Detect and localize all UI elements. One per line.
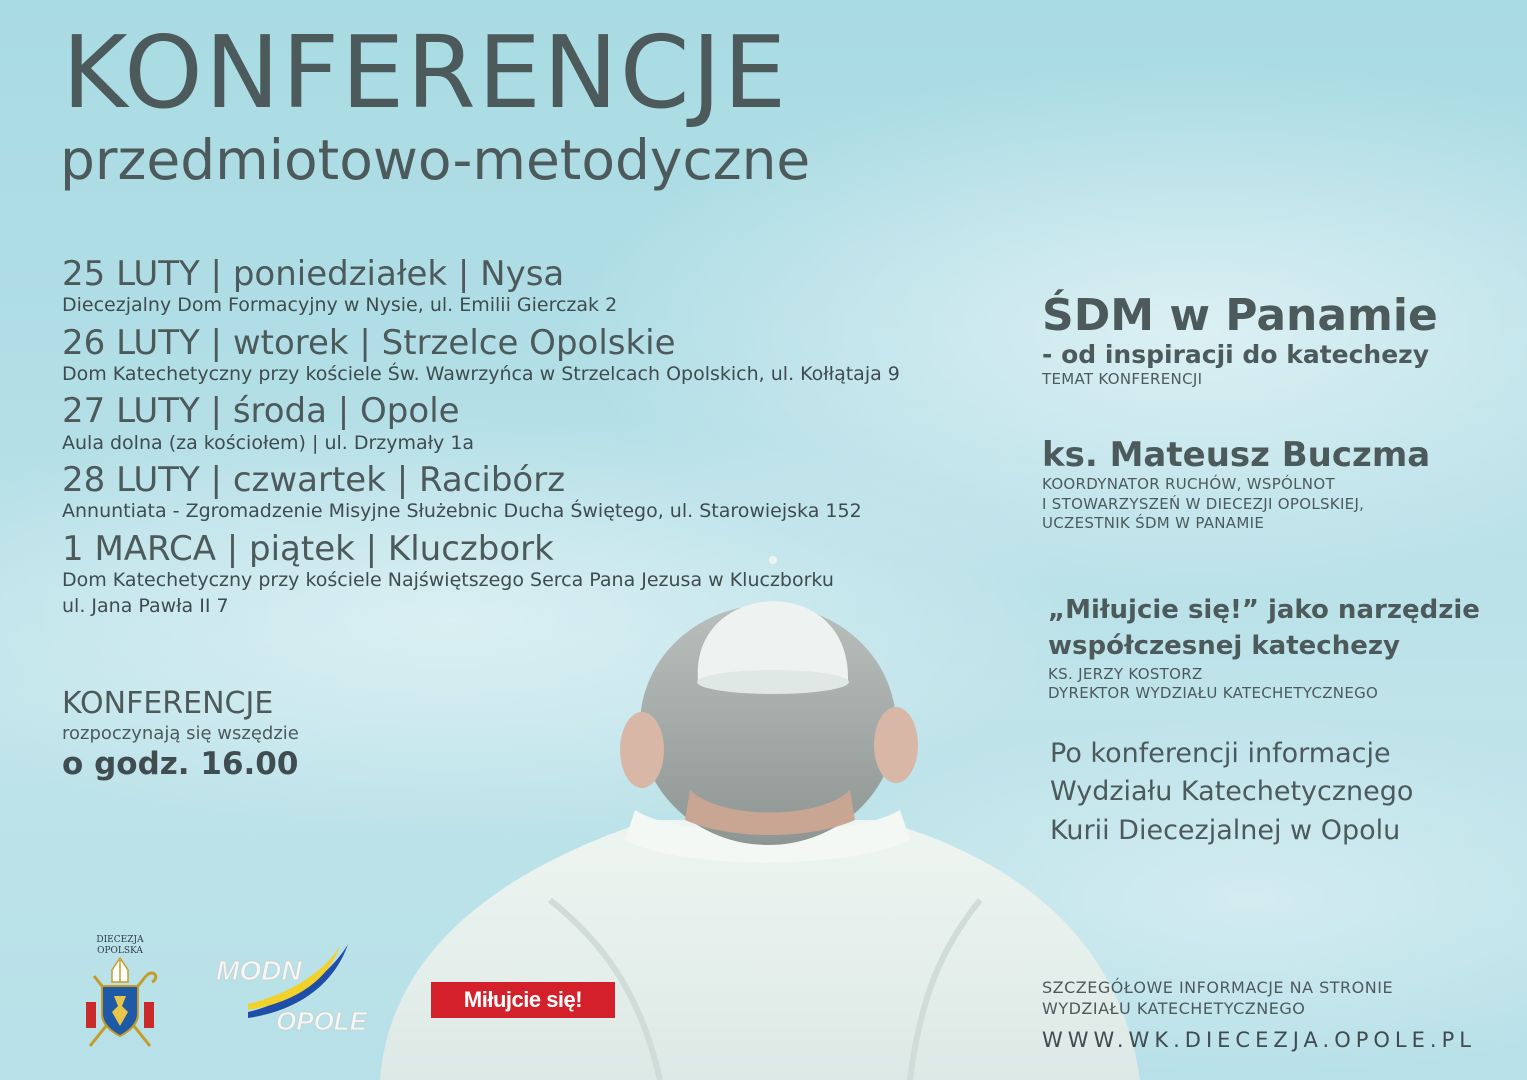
event-address: Annuntiata - Zgromadzenie Misyjne Służebnic Ducha Świętego, ul. Starowiejska 152 bbox=[62, 500, 862, 523]
event-item bbox=[62, 255, 1042, 319]
topic-subtitle: - od inspiracji do katechezy bbox=[1042, 340, 1430, 370]
footer-info-line: SZCZEGÓŁOWE INFORMACJE NA STRONIE bbox=[1042, 978, 1394, 997]
page-title: KONFERENCJE bbox=[62, 14, 789, 131]
modn-logo-bottom: OPOLE bbox=[276, 1006, 368, 1036]
event-address: Dom Katechetyczny przy kościele Najświętszego Serca Pana Jezusa w Kluczborku bbox=[62, 568, 834, 591]
speaker-2-role: DYREKTOR WYDZIAŁU KATECHETYCZNEGO bbox=[1048, 684, 1379, 703]
event-heading: 26 LUTY | wtorek | Strzelce Opolskie bbox=[62, 322, 676, 363]
post-info-line: Kurii Diecezjalnej w Opolu bbox=[1050, 814, 1401, 846]
event-heading: 28 LUTY | czwartek | Racibórz bbox=[62, 460, 566, 501]
website-link[interactable]: WWW.WK.DIECEZJA.OPOLE.PL bbox=[1042, 1027, 1476, 1052]
milujcie-sie-logo bbox=[431, 982, 615, 1018]
topic-title: ŚDM w Panamie bbox=[1042, 290, 1438, 341]
diocese-logo-line1: DIECEZJA bbox=[96, 935, 144, 945]
speaker-1-block bbox=[1042, 436, 1430, 534]
event-address-line2: ul. Jana Pawła II 7 bbox=[62, 594, 229, 617]
event-heading: 27 LUTY | środa | Opole bbox=[62, 391, 460, 432]
event-heading: 1 MARCA | piątek | Kluczbork bbox=[62, 528, 554, 569]
event-item bbox=[62, 324, 1042, 388]
start-time: o godz. 16.00 bbox=[62, 746, 299, 782]
speaker-1-role: KOORDYNATOR RUCHÓW, WSPÓLNOT bbox=[1042, 475, 1335, 494]
start-time-block bbox=[62, 686, 299, 782]
event-address: Dom Katechetyczny przy kościele Św. Wawrzyńca w Strzelcach Opolskich, ul. Kołłątaja 9 bbox=[62, 362, 900, 385]
footer-info-line: WYDZIAŁU KATECHETYCZNEGO bbox=[1042, 998, 1306, 1018]
page-subtitle: przedmiotowo-metodyczne bbox=[60, 128, 811, 192]
event-item bbox=[62, 530, 1042, 619]
speaker-2-talk-title: współczesnej katechezy bbox=[1048, 631, 1400, 662]
footer-info bbox=[1042, 978, 1476, 1052]
speaker-1-role: I STOWARZYSZEŃ W DIECEZJI OPOLSKIEJ, bbox=[1042, 494, 1365, 513]
speaker-2-block bbox=[1048, 592, 1480, 704]
event-item bbox=[62, 392, 1042, 456]
start-heading: KONFERENCJE bbox=[62, 686, 274, 721]
diocese-logo bbox=[72, 932, 168, 1054]
start-note: rozpoczynają się wszędzie bbox=[62, 723, 299, 744]
topic-caption: TEMAT KONFERENCJI bbox=[1042, 370, 1203, 389]
milujcie-sie-logo-text: Miłujcie się! bbox=[463, 987, 583, 1012]
event-address: Aula dolna (za kościołem) | ul. Drzymały 1a bbox=[62, 431, 475, 454]
speaker-1-name: ks. Mateusz Buczma bbox=[1042, 435, 1431, 475]
event-address: Diecezjalny Dom Formacyjny w Nysie, ul. Emilii Gierczak 2 bbox=[62, 294, 618, 317]
post-conference-info bbox=[1050, 735, 1413, 850]
topic-block bbox=[1042, 292, 1438, 390]
speaker-1-role: UCZESTNIK ŚDM W PANAMIE bbox=[1042, 514, 1265, 533]
modn-logo-top: MODN bbox=[216, 955, 302, 986]
post-info-line: Po konferencji informacje bbox=[1050, 738, 1391, 769]
event-item bbox=[62, 461, 1042, 525]
diocese-logo-line2: OPOLSKA bbox=[97, 946, 143, 956]
post-info-line: Wydziału Katechetycznego bbox=[1050, 776, 1414, 808]
speaker-2-name: KS. JERZY KOSTORZ bbox=[1048, 664, 1203, 683]
modn-opole-logo bbox=[208, 940, 398, 1040]
speaker-2-talk-title: „Miłujcie się!” jako narzędzie bbox=[1048, 595, 1480, 625]
events-list bbox=[62, 255, 1042, 624]
event-heading: 25 LUTY | poniedziałek | Nysa bbox=[62, 254, 565, 294]
